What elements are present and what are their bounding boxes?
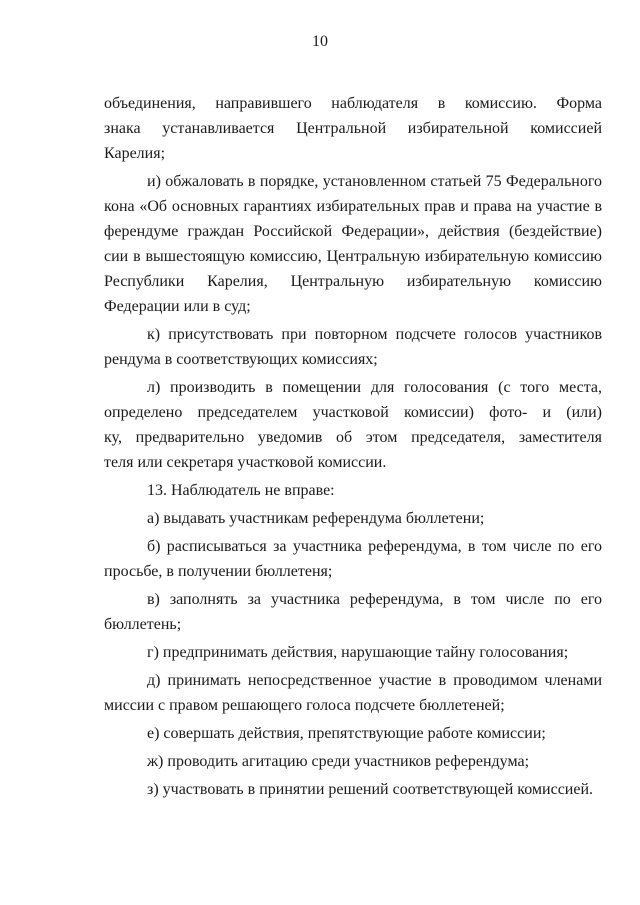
document-body	[104, 91, 602, 802]
text-line: Федерации или в суд;	[104, 298, 251, 315]
text-line: 13. Наблюдатель не вправе:	[147, 482, 335, 499]
text-line: кона «Об основных гарантиях избирательных прав и права на участие в	[104, 198, 602, 215]
text-line: теля или секретаря участковой комиссии.	[104, 454, 387, 471]
text-line: к) присутствовать при повторном подсчете голосов участников	[147, 326, 602, 343]
text-line: и) обжаловать в порядке, установленном статьей 75 Федерального	[147, 173, 602, 190]
text-line: определено председателем участковой комиссии) фото- и (или)	[104, 404, 602, 421]
text-line: бюллетень;	[104, 616, 182, 633]
text-line: ку, предварительно уведомив об этом председателя, заместителя	[104, 429, 602, 446]
text-line: просьбе, в получении бюллетеня;	[104, 563, 333, 580]
text-line: в) заполнять за участника референдума, в том числе по его	[147, 591, 602, 608]
text-line: з) участвовать в принятии решений соответствующей комиссией.	[147, 781, 594, 798]
text-line: д) принимать непосредственное участие в проводимом членами	[147, 672, 602, 689]
text-line: ж) проводить агитацию среди участников референдума;	[147, 753, 530, 770]
text-line: сии в вышестоящую комиссию, Центральную избирательную комиссию	[104, 248, 602, 265]
text-line: е) совершать действия, препятствующие работе комиссии;	[147, 725, 546, 742]
text-line: б) расписываться за участника референдума, в том числе по его	[147, 538, 602, 555]
text-line: рендума в соответствующих комиссиях;	[104, 351, 378, 368]
page-number: 10	[312, 33, 328, 50]
text-line: Республики Карелия, Центральную избирательную комиссию	[104, 273, 602, 290]
text-line: миссии с правом решающего голоса подсчете бюллетеней;	[104, 697, 505, 714]
text-line: Карелия;	[104, 145, 166, 162]
text-line: объединения, направившего наблюдателя в комиссию. Форма	[104, 95, 602, 112]
text-line: г) предпринимать действия, нарушающие тайну голосования;	[147, 644, 569, 661]
text-line: ферендуме граждан Российской Федерации», действия (бездействие)	[104, 223, 602, 240]
text-line: а) выдавать участникам референдума бюллетени;	[147, 510, 485, 527]
text-line: л) производить в помещении для голосования (с того места,	[147, 379, 602, 396]
text-line: знака устанавливается Центральной избирательной комиссией	[104, 120, 602, 137]
